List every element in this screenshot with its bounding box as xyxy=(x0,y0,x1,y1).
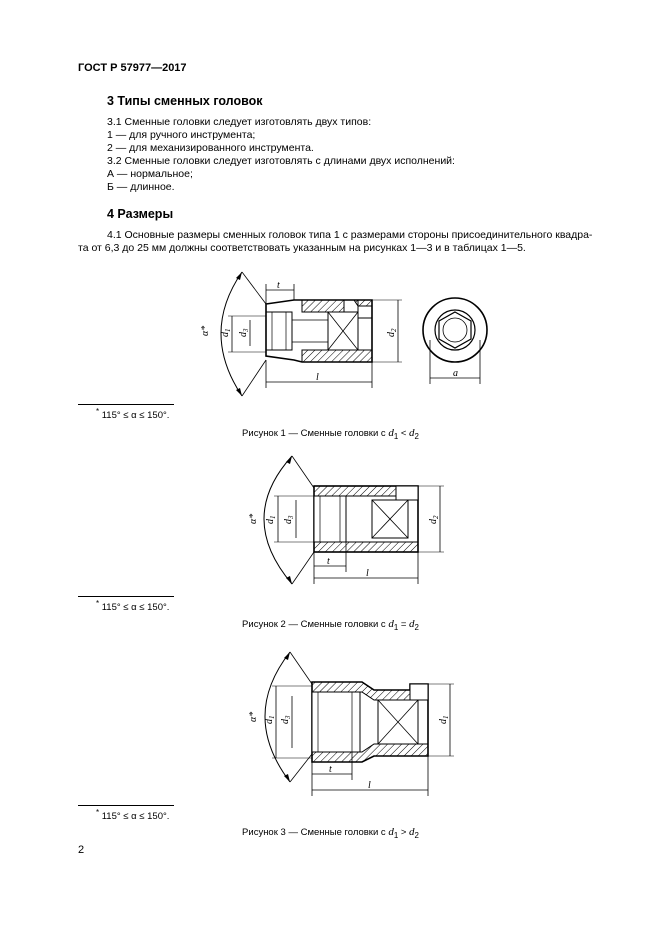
footnote-rule xyxy=(78,404,174,405)
t-label: t xyxy=(329,764,332,775)
d1-label: $d_1$ xyxy=(220,328,232,337)
list-item: Б — длинное. xyxy=(107,181,175,193)
paragraph-3-1: 3.1 Сменные головки следует изготовлять двух типов: xyxy=(107,116,372,128)
l-label: l xyxy=(368,780,371,791)
list-item: 1 — для ручного инструмента; xyxy=(107,129,256,141)
alpha-label: α* xyxy=(248,513,259,524)
figure-3-caption: Рисунок 3 — Сменные головки с $d_1 > d_2$ xyxy=(242,826,419,840)
list-item: 2 — для механизированного инструмента. xyxy=(107,142,314,154)
a-label: a xyxy=(453,368,458,379)
d3-label: $d_3$ xyxy=(283,515,295,524)
d3-label: $d_3$ xyxy=(280,715,292,724)
t-label: t xyxy=(277,280,280,291)
alpha-label: α* xyxy=(248,711,259,722)
l-label: l xyxy=(366,568,369,579)
paragraph-4-1-line2: та от 6,3 до 25 мм должны соответствовать указанным на рисунках 1—3 и в таблицах 1—5. xyxy=(78,242,526,254)
d3-label: $d_3$ xyxy=(238,328,250,337)
footnote: * 115° ≤ α ≤ 150°. xyxy=(96,808,170,823)
figure-1-caption: Рисунок 1 — Сменные головки с $d_1 < d_2$ xyxy=(242,427,419,441)
footnote: * 115° ≤ α ≤ 150°. xyxy=(96,599,170,614)
paragraph-3-2: 3.2 Сменные головки следует изготовлять с длинами двух исполнений: xyxy=(107,155,455,167)
footnote: * 115° ≤ α ≤ 150°. xyxy=(96,407,170,422)
paragraph-4-1-line1: 4.1 Основные размеры сменных головок типа 1 с размерами стороны присоединительного квадра- xyxy=(107,229,593,241)
d1-label: $d_1$ xyxy=(264,715,276,724)
d2-label: $d_2$ xyxy=(386,328,398,337)
d1-label: $d_1$ xyxy=(265,515,277,524)
footnote-rule xyxy=(78,596,174,597)
footnote-rule xyxy=(78,805,174,806)
d2-label: $d_2$ xyxy=(428,515,440,524)
list-item: А — нормальное; xyxy=(107,168,193,180)
section-3-title: 3 Типы сменных головок xyxy=(107,94,263,108)
alpha-label: α* xyxy=(200,325,211,336)
figure-2-caption: Рисунок 2 — Сменные головки с $d_1 = d_2$ xyxy=(242,618,419,632)
standard-number: ГОСТ Р 57977—2017 xyxy=(78,62,187,74)
section-4-title: 4 Размеры xyxy=(107,207,174,221)
t-label: t xyxy=(327,556,330,567)
page-number: 2 xyxy=(78,844,85,856)
d2-label: $d_1$ xyxy=(438,715,450,724)
l-label: l xyxy=(316,372,319,383)
